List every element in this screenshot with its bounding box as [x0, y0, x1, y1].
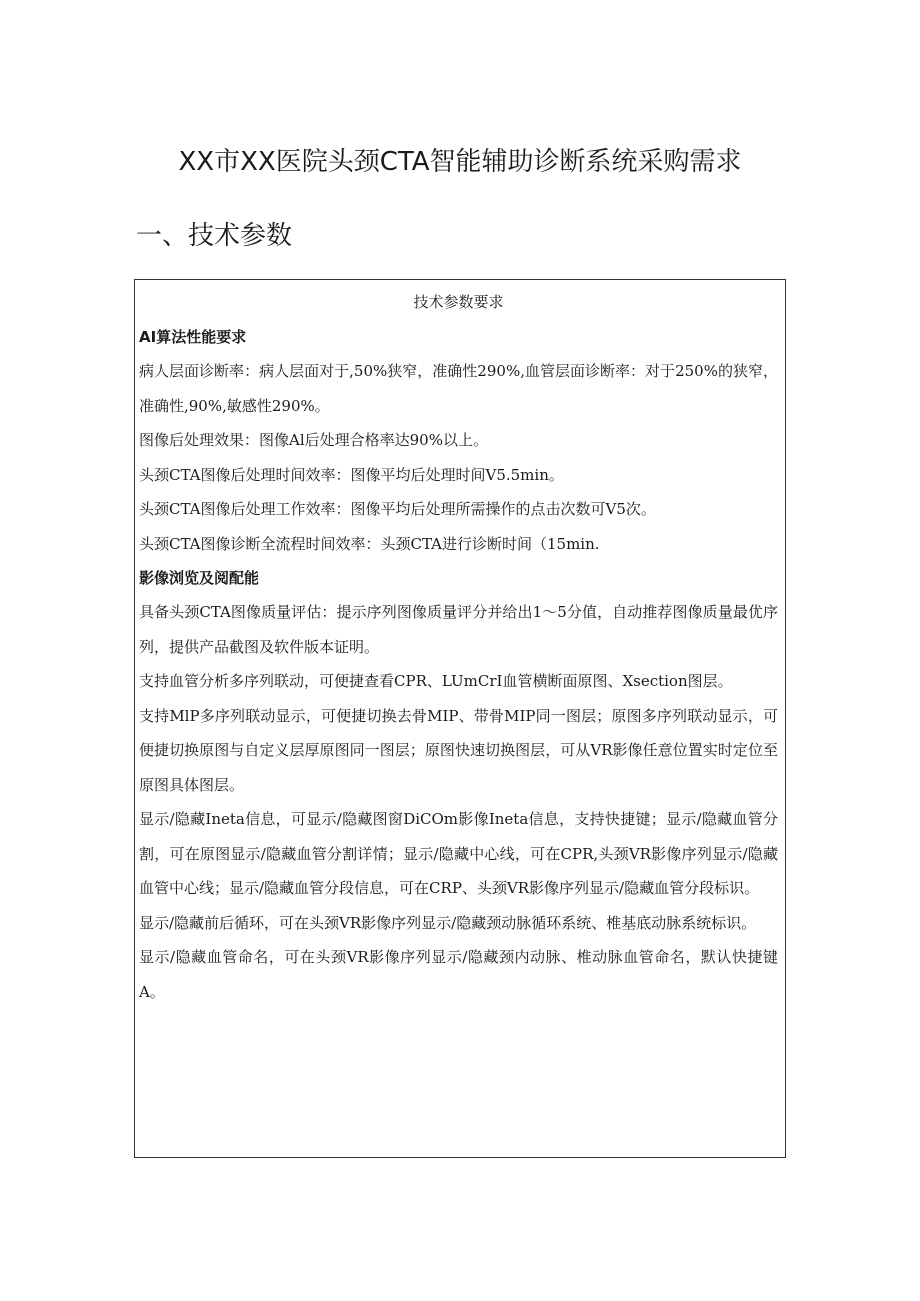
- requirement-item: 病人层面诊断率：病人层面对于,50%狭窄，准确性290%,血管层面诊断率：对于250%的狭窄，准确性,90%,敏感性290%。: [139, 362, 778, 415]
- requirement-item: 显示/隐藏血管命名，可在头颈VR影像序列显示/隐藏颈内动脉、椎动脉血管命名，默认快捷键A。: [139, 948, 778, 1001]
- requirement-item: 显示/隐藏Ineta信息，可显示/隐藏图窗DiCOm影像Ineta信息，支持快捷键；显示/隐藏血管分割，可在原图显示/隐藏血管分割详情；显示/隐藏中心线，可在CPR,头颈VR影像序列显示/隐藏血管中心线；显示/隐藏血管分段信息，可在CRP、头颈VR影像序列显示/隐藏血管分段标识。: [139, 810, 778, 897]
- ai-performance-heading: AI算法性能要求: [139, 328, 247, 346]
- requirement-item: 具备头颈CTA图像质量评估：提示序列图像质量评分并给出1～5分值，自动推荐图像质量最优序列，提供产品截图及软件版本证明。: [139, 603, 778, 656]
- requirement-item: 支持血管分析多序列联动，可便捷查看CPR、LUmCrI血管横断面原图、Xsection图层。: [139, 672, 733, 690]
- requirement-item: 图像后处理效果：图像Al后处理合格率达90%以上。: [139, 431, 488, 449]
- table-header: 技术参数要求: [413, 293, 504, 311]
- requirement-item: 支持MlP多序列联动显示，可便捷切换去骨MIP、带骨MIP同一图层；原图多序列联动显示，可便捷切换原图与自定义层厚原图同一图层；原图快速切换图层，可从VR影像任意位置实时定位至原图具体图层。: [139, 706, 778, 794]
- requirement-item: 头颈CTA图像后处理工作效率：图像平均后处理所需操作的点击次数可V5次。: [139, 500, 656, 518]
- section-heading-technical-params: 一、技术参数: [136, 221, 293, 251]
- requirement-item: 头颈CTA图像后处理时间效率：图像平均后处理时间V5.5min。: [139, 465, 564, 484]
- requirement-item: 显示/隐藏前后循环，可在头颈VR影像序列显示/隐藏颈动脉循环系统、椎基底动脉系统标识。: [139, 913, 757, 932]
- document-title: XX市XX医院头颈CTA智能辅助诊断系统采购需求: [178, 147, 742, 177]
- requirement-item: 头颈CTA图像诊断全流程时间效率：头颈CTA进行诊断时间（15min.: [139, 534, 600, 553]
- technical-params-table: [134, 279, 786, 1158]
- image-viewing-heading: 影像浏览及阅配能: [139, 569, 260, 587]
